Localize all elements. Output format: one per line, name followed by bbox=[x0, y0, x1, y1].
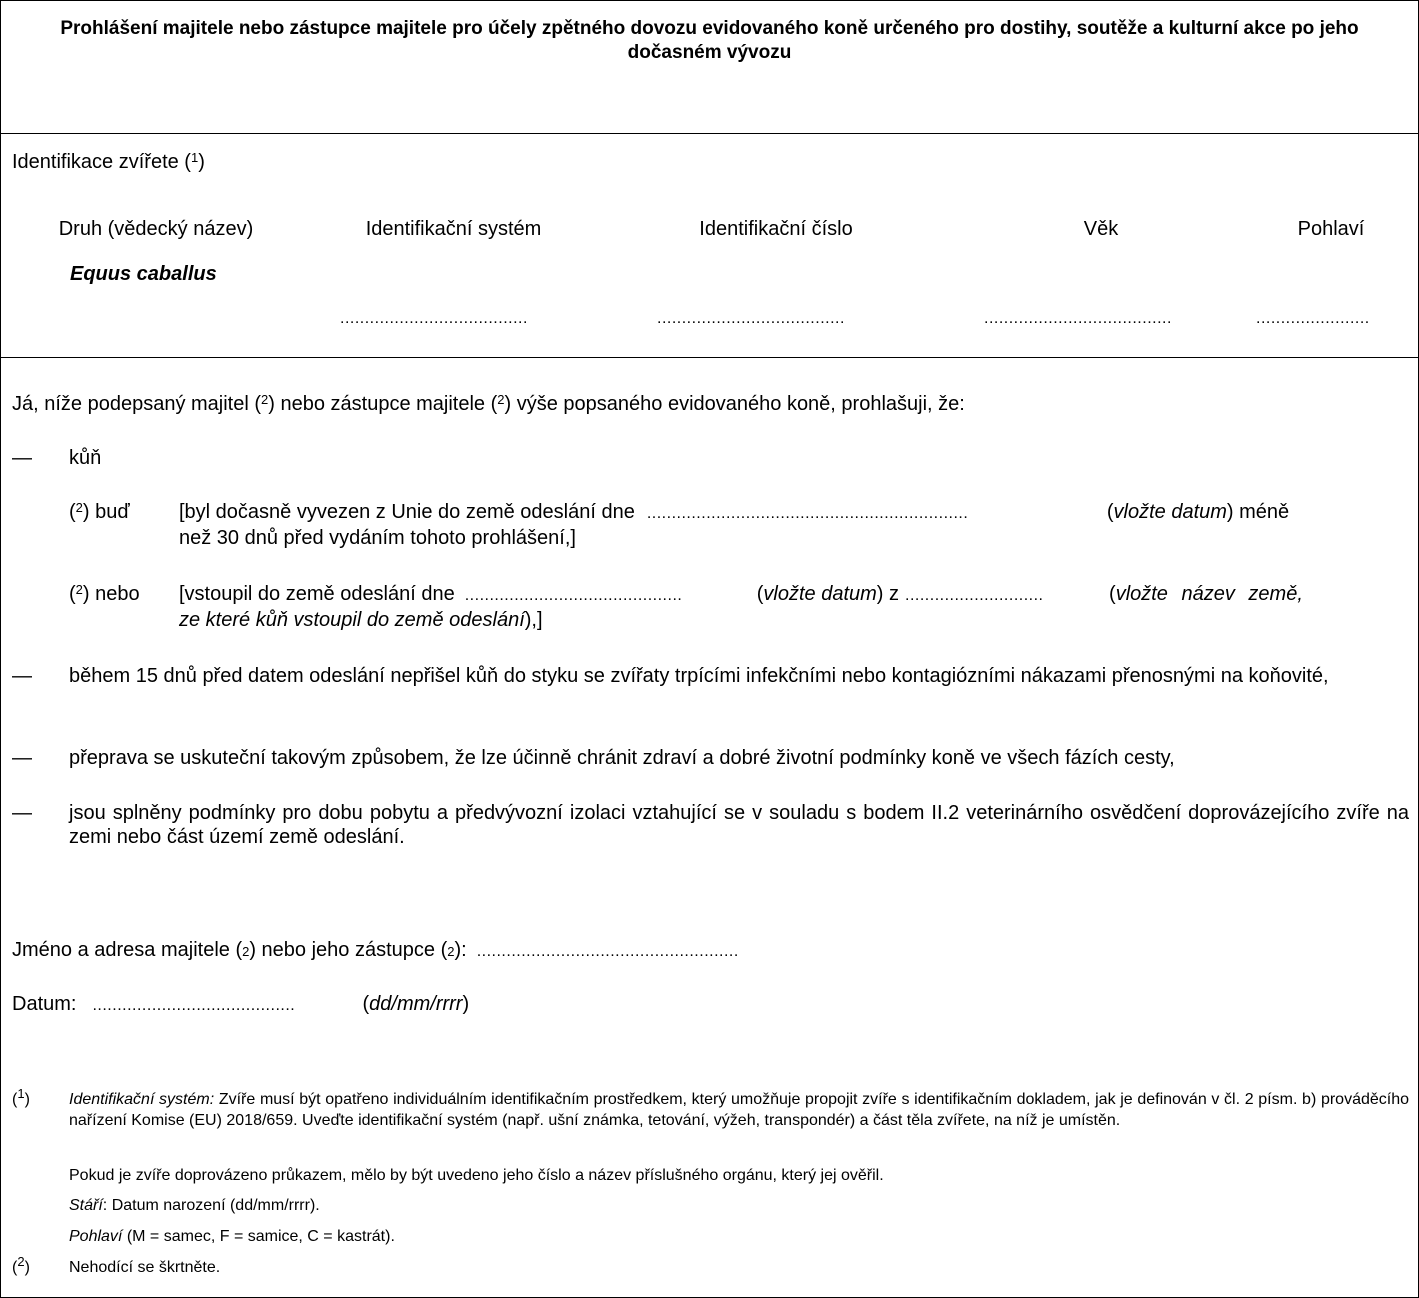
age-field[interactable]: ...................................... bbox=[984, 310, 1172, 327]
declaration-intro: Já, níže podepsaný majitel ($^2$) nebo zástupce majitele ($^2$) výše popsaného evidovaného koně, prohlašuji, že: bbox=[12, 392, 965, 415]
date-line: Datum: ......................................... (dd/mm/rrrr) bbox=[12, 992, 469, 1018]
footnote-1-sex: Pohlaví (M = samec, F = samice, C = kastrát). bbox=[69, 1228, 395, 1245]
footnote-2-text: Nehodící se škrtněte. bbox=[69, 1259, 221, 1276]
option-either-text: [byl dočasně vyvezen z Unie do země odeslání dne ................................................................. (vložte datum) méně než 30 dnů před vydáním tohoto prohlášení,] bbox=[179, 501, 1290, 549]
footnote-1-passport: Pokud je zvíře doprovázeno průkazem, mělo by být uvedeno jeho číslo a název příslušného orgánu, který jej ověřil. bbox=[69, 1167, 884, 1184]
owner-name-field[interactable]: ..................................................... bbox=[476, 943, 739, 960]
owner-name-line: Jméno a adresa majitele ( 2 ) nebo jeho zástupce ( 2 ): ..................................................... bbox=[12, 938, 823, 964]
item-transport: přeprava se uskuteční takovým způsobem, že lze účinně chránit zdraví a dobré životní podmínky koně ve všech fázích cesty, bbox=[69, 747, 1175, 769]
dash-bullet: — bbox=[12, 665, 32, 687]
sex-field[interactable]: ....................... bbox=[1256, 310, 1370, 327]
species-value: Equus caballus bbox=[70, 263, 217, 285]
column-species: Druh (vědecký název) bbox=[58, 218, 254, 240]
dash-bullet: — bbox=[12, 747, 32, 769]
column-id-system: Identifikační systém bbox=[365, 218, 542, 240]
country-field[interactable]: ............................ bbox=[905, 587, 1044, 604]
item-no-contact: během 15 dnů před datem odeslání nepřišel kůň do styku se zvířaty trpícími infekčními nebo kontagiózními nákazami přenosnými na koňovité, bbox=[69, 665, 1329, 687]
id-number-field[interactable]: ...................................... bbox=[657, 310, 845, 327]
form-title: Prohlášení majitele nebo zástupce majitele pro účely zpětného dovozu evidovaného koně určeného pro dostihy, soutěže a kulturní akce po jeho dočasném vývozu bbox=[60, 18, 1359, 63]
column-age: Věk bbox=[1083, 218, 1119, 240]
entry-date-field[interactable]: ............................................ bbox=[464, 587, 683, 604]
footnote-1-text: Identifikační systém: Zvíře musí být opatřeno individuálním identifikačním prostředkem, který umožňuje propojit zvíře s identifikačním dokladem, jak je definován v čl. 2 písm. b) prováděcího nařízení Komise (EU) 2018/659. Uveďte identifikační systém (např. ušní známka, tetování, výžeh, transpondér) a část těla zvířete, na níž je umístěn. bbox=[69, 1091, 1410, 1129]
id-system-field[interactable]: ...................................... bbox=[340, 310, 528, 327]
declaration-section bbox=[1, 358, 1418, 1297]
export-date-field[interactable]: ................................................................. bbox=[646, 505, 969, 522]
footnote-2-marker: ($^2$) bbox=[12, 1254, 30, 1276]
dash-bullet: — bbox=[12, 802, 32, 824]
date-field[interactable]: ......................................... bbox=[92, 997, 296, 1014]
option-or-text: [vstoupil do země odeslání dne ............................................ (vložte datum) z ............................ (vložte název země, ze které kůň vstoupil do země odeslání),] bbox=[179, 583, 1303, 631]
dash-bullet: — bbox=[12, 447, 32, 469]
option-either-label: ($^2$) buď bbox=[69, 500, 130, 523]
item-horse: kůň bbox=[69, 447, 102, 469]
column-sex: Pohlaví bbox=[1297, 218, 1365, 240]
identification-heading: Identifikace zvířete ($^1$) bbox=[12, 150, 205, 173]
footnote-1-age: Stáří: Datum narození (dd/mm/rrrr). bbox=[69, 1197, 320, 1214]
identification-section bbox=[1, 134, 1418, 358]
column-id-number: Identifikační číslo bbox=[699, 218, 853, 240]
title-section bbox=[1, 1, 1418, 134]
footnote-1-marker: ($^1$) bbox=[12, 1086, 30, 1108]
item-residence-conditions: jsou splněny podmínky pro dobu pobytu a předvývozní izolaci vztahující se v souladu s bodem II.2 veterinárního osvědčení doprovázejícího zvíře na zemi nebo část území země odeslání. bbox=[69, 802, 1409, 848]
option-or-label: ($^2$) nebo bbox=[69, 582, 140, 605]
